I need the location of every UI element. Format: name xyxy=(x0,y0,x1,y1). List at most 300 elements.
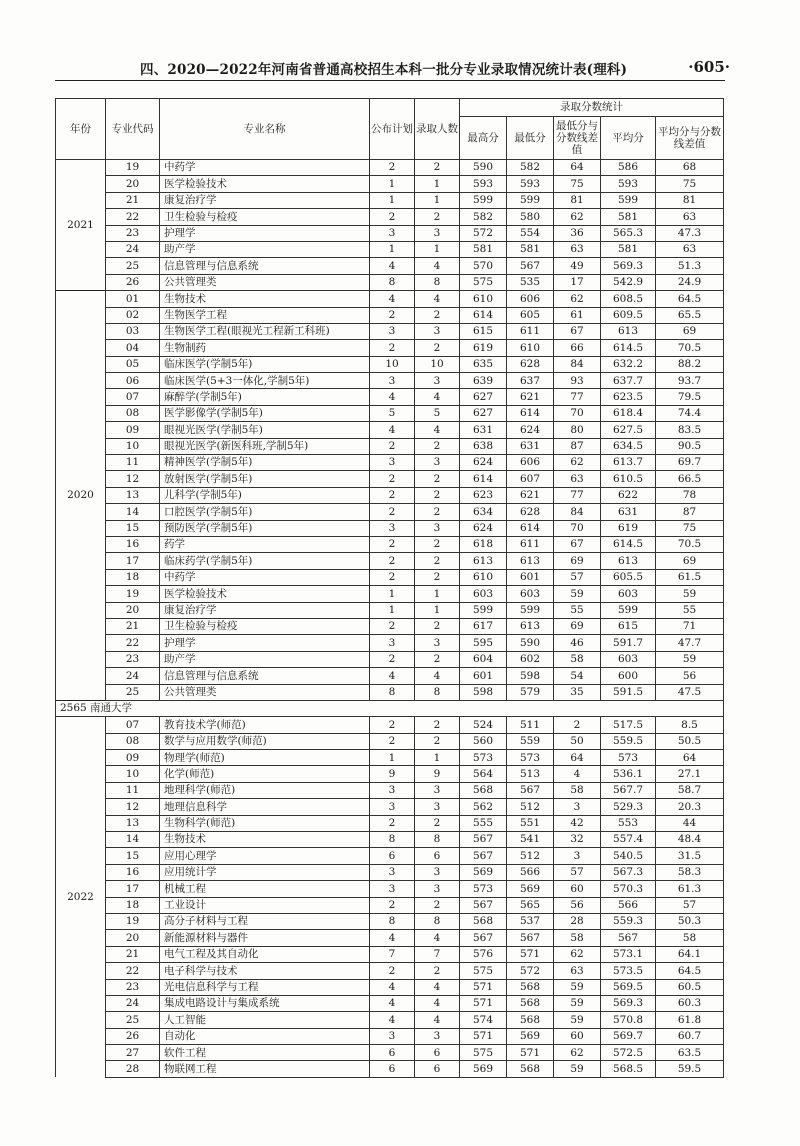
cell-avg-diff: 66.5 xyxy=(656,471,724,487)
cell-min-diff: 58 xyxy=(554,930,601,946)
cell-avg-diff: 44 xyxy=(656,815,724,831)
cell-min: 606 xyxy=(507,455,554,471)
cell-min: 565 xyxy=(507,897,554,913)
cell-name: 教育技术学(师范) xyxy=(160,717,370,733)
cell-code: 12 xyxy=(106,799,160,815)
cell-min-diff: 84 xyxy=(554,356,601,372)
col-header-admitted: 录取人数 xyxy=(415,99,460,160)
cell-code: 13 xyxy=(106,815,160,831)
cell-max: 624 xyxy=(460,455,507,471)
table-row xyxy=(56,750,724,766)
cell-min: 573 xyxy=(507,750,554,766)
table-row xyxy=(56,471,724,487)
cell-code: 06 xyxy=(106,373,160,389)
cell-name: 药学 xyxy=(160,536,370,552)
table-row xyxy=(56,258,724,274)
cell-code: 17 xyxy=(106,881,160,897)
cell-name: 护理学 xyxy=(160,635,370,651)
cell-avg: 581 xyxy=(601,209,656,225)
table-row xyxy=(56,192,724,208)
cell-max: 569 xyxy=(460,1061,507,1077)
cell-max: 568 xyxy=(460,782,507,798)
cell-max: 639 xyxy=(460,373,507,389)
cell-code: 01 xyxy=(106,291,160,307)
cell-admitted: 4 xyxy=(415,995,460,1011)
cell-admitted: 2 xyxy=(415,717,460,733)
table-row xyxy=(56,389,724,405)
col-header-avg: 平均分 xyxy=(601,117,656,160)
cell-plan: 4 xyxy=(370,995,415,1011)
cell-name: 高分子材料与工程 xyxy=(160,913,370,929)
table-row xyxy=(56,635,724,651)
cell-name: 光电信息科学与工程 xyxy=(160,979,370,995)
cell-min-diff: 50 xyxy=(554,733,601,749)
cell-avg-diff: 81 xyxy=(656,192,724,208)
cell-avg-diff: 63 xyxy=(656,241,724,257)
cell-plan: 4 xyxy=(370,1012,415,1028)
cell-avg: 591.7 xyxy=(601,635,656,651)
cell-admitted: 3 xyxy=(415,635,460,651)
cell-admitted: 2 xyxy=(415,307,460,323)
cell-avg-diff: 61.8 xyxy=(656,1012,724,1028)
cell-code: 03 xyxy=(106,323,160,339)
cell-avg: 634.5 xyxy=(601,438,656,454)
cell-plan: 3 xyxy=(370,1028,415,1044)
cell-plan: 2 xyxy=(370,471,415,487)
cell-admitted: 8 xyxy=(415,913,460,929)
cell-name: 电气工程及其自动化 xyxy=(160,946,370,962)
cell-name: 助产学 xyxy=(160,651,370,667)
cell-min: 513 xyxy=(507,766,554,782)
cell-min: 567 xyxy=(507,930,554,946)
table-row xyxy=(56,995,724,1011)
cell-name: 卫生检验与检疫 xyxy=(160,618,370,634)
table-row xyxy=(56,291,724,307)
cell-avg-diff: 24.9 xyxy=(656,274,724,290)
cell-avg: 603 xyxy=(601,651,656,667)
cell-name: 眼视光医学(学制5年) xyxy=(160,422,370,438)
table-row xyxy=(56,848,724,864)
cell-name: 医学检验技术 xyxy=(160,586,370,602)
cell-name: 康复治疗学 xyxy=(160,602,370,618)
cell-min-diff: 87 xyxy=(554,438,601,454)
cell-max: 568 xyxy=(460,913,507,929)
cell-plan: 3 xyxy=(370,520,415,536)
cell-min: 610 xyxy=(507,340,554,356)
cell-min-diff: 55 xyxy=(554,602,601,618)
cell-avg: 566 xyxy=(601,897,656,913)
cell-min-diff: 17 xyxy=(554,274,601,290)
cell-max: 567 xyxy=(460,897,507,913)
cell-plan: 3 xyxy=(370,323,415,339)
cell-code: 15 xyxy=(106,520,160,536)
cell-admitted: 2 xyxy=(415,897,460,913)
cell-admitted: 7 xyxy=(415,946,460,962)
cell-min-diff: 35 xyxy=(554,684,601,700)
cell-avg: 599 xyxy=(601,602,656,618)
cell-max: 570 xyxy=(460,258,507,274)
cell-code: 21 xyxy=(106,618,160,634)
cell-min-diff: 36 xyxy=(554,225,601,241)
cell-min: 628 xyxy=(507,504,554,520)
col-header-name: 专业名称 xyxy=(160,99,370,160)
cell-min: 621 xyxy=(507,487,554,503)
table-row xyxy=(56,373,724,389)
cell-plan: 3 xyxy=(370,881,415,897)
cell-avg: 600 xyxy=(601,668,656,684)
cell-min: 598 xyxy=(507,668,554,684)
table-row xyxy=(56,766,724,782)
table-row xyxy=(56,241,724,257)
cell-avg-diff: 69 xyxy=(656,323,724,339)
cell-max: 601 xyxy=(460,668,507,684)
cell-code: 16 xyxy=(106,536,160,552)
cell-min: 566 xyxy=(507,864,554,880)
cell-code: 21 xyxy=(106,946,160,962)
cell-min: 631 xyxy=(507,438,554,454)
cell-code: 09 xyxy=(106,750,160,766)
cell-avg: 529.3 xyxy=(601,799,656,815)
cell-code: 24 xyxy=(106,241,160,257)
cell-admitted: 1 xyxy=(415,176,460,192)
table-row xyxy=(56,668,724,684)
cell-max: 638 xyxy=(460,438,507,454)
cell-avg: 573.1 xyxy=(601,946,656,962)
cell-avg: 637.7 xyxy=(601,373,656,389)
cell-plan: 3 xyxy=(370,799,415,815)
cell-name: 公共管理类 xyxy=(160,684,370,700)
cell-plan: 2 xyxy=(370,569,415,585)
cell-name: 应用统计学 xyxy=(160,864,370,880)
cell-admitted: 5 xyxy=(415,405,460,421)
cell-min: 605 xyxy=(507,307,554,323)
cell-name: 应用心理学 xyxy=(160,848,370,864)
cell-min-diff: 64 xyxy=(554,160,601,176)
cell-min-diff: 93 xyxy=(554,373,601,389)
table-row xyxy=(56,487,724,503)
cell-avg: 614.5 xyxy=(601,340,656,356)
cell-min: 571 xyxy=(507,1045,554,1061)
cell-plan: 4 xyxy=(370,930,415,946)
cell-plan: 4 xyxy=(370,258,415,274)
cell-min-diff: 57 xyxy=(554,864,601,880)
cell-max: 571 xyxy=(460,995,507,1011)
cell-min-diff: 49 xyxy=(554,258,601,274)
cell-plan: 8 xyxy=(370,913,415,929)
cell-min-diff: 67 xyxy=(554,536,601,552)
cell-plan: 6 xyxy=(370,1061,415,1077)
cell-min-diff: 67 xyxy=(554,323,601,339)
cell-max: 571 xyxy=(460,1028,507,1044)
cell-avg-diff: 93.7 xyxy=(656,373,724,389)
cell-min: 512 xyxy=(507,848,554,864)
cell-max: 599 xyxy=(460,192,507,208)
cell-avg-diff: 20.3 xyxy=(656,799,724,815)
table-row xyxy=(56,274,724,290)
cell-max: 599 xyxy=(460,602,507,618)
cell-avg-diff: 64.5 xyxy=(656,291,724,307)
cell-avg: 569.3 xyxy=(601,995,656,1011)
cell-code: 08 xyxy=(106,733,160,749)
cell-avg-diff: 70.5 xyxy=(656,536,724,552)
school-row xyxy=(56,700,724,716)
cell-admitted: 3 xyxy=(415,864,460,880)
cell-avg-diff: 47.3 xyxy=(656,225,724,241)
cell-min: 537 xyxy=(507,913,554,929)
cell-max: 614 xyxy=(460,307,507,323)
cell-code: 10 xyxy=(106,438,160,454)
cell-plan: 2 xyxy=(370,438,415,454)
cell-min-diff: 77 xyxy=(554,389,601,405)
cell-max: 524 xyxy=(460,717,507,733)
cell-code: 15 xyxy=(106,848,160,864)
cell-name: 生物技术 xyxy=(160,291,370,307)
cell-admitted: 2 xyxy=(415,160,460,176)
cell-min: 593 xyxy=(507,176,554,192)
cell-name: 生物制药 xyxy=(160,340,370,356)
cell-code: 26 xyxy=(106,1028,160,1044)
cell-avg: 559.3 xyxy=(601,913,656,929)
cell-min-diff: 2 xyxy=(554,717,601,733)
cell-avg: 619 xyxy=(601,520,656,536)
cell-admitted: 1 xyxy=(415,192,460,208)
cell-avg: 610.5 xyxy=(601,471,656,487)
cell-avg: 608.5 xyxy=(601,291,656,307)
cell-name: 口腔医学(学制5年) xyxy=(160,504,370,520)
cell-min-diff: 62 xyxy=(554,455,601,471)
cell-max: 635 xyxy=(460,356,507,372)
cell-max: 610 xyxy=(460,569,507,585)
school-name: 2565 南通大学 xyxy=(56,700,724,716)
table-row xyxy=(56,799,724,815)
cell-name: 地理信息科学 xyxy=(160,799,370,815)
page-number: ·605· xyxy=(688,58,730,76)
cell-admitted: 9 xyxy=(415,766,460,782)
table-row xyxy=(56,405,724,421)
cell-admitted: 4 xyxy=(415,291,460,307)
cell-plan: 2 xyxy=(370,536,415,552)
cell-admitted: 4 xyxy=(415,930,460,946)
cell-name: 生物医学工程(眼视光工程新工科班) xyxy=(160,323,370,339)
cell-code: 28 xyxy=(106,1061,160,1077)
table-row xyxy=(56,913,724,929)
cell-min: 551 xyxy=(507,815,554,831)
cell-plan: 2 xyxy=(370,733,415,749)
table-row xyxy=(56,1028,724,1044)
cell-admitted: 3 xyxy=(415,881,460,897)
cell-min-diff: 63 xyxy=(554,471,601,487)
cell-plan: 4 xyxy=(370,668,415,684)
cell-avg: 623.5 xyxy=(601,389,656,405)
table-row xyxy=(56,569,724,585)
cell-admitted: 6 xyxy=(415,848,460,864)
cell-plan: 4 xyxy=(370,291,415,307)
cell-admitted: 2 xyxy=(415,618,460,634)
cell-avg: 613 xyxy=(601,323,656,339)
table-row xyxy=(56,930,724,946)
cell-avg: 567 xyxy=(601,930,656,946)
cell-avg-diff: 59.5 xyxy=(656,1061,724,1077)
cell-min: 512 xyxy=(507,799,554,815)
cell-admitted: 4 xyxy=(415,668,460,684)
cell-max: 560 xyxy=(460,733,507,749)
cell-max: 573 xyxy=(460,881,507,897)
cell-avg: 569.7 xyxy=(601,1028,656,1044)
table-row xyxy=(56,881,724,897)
cell-plan: 2 xyxy=(370,963,415,979)
cell-min-diff: 3 xyxy=(554,799,601,815)
cell-plan: 4 xyxy=(370,389,415,405)
cell-avg: 614.5 xyxy=(601,536,656,552)
col-header-min-diff: 最低分与分数线差值 xyxy=(554,117,601,160)
cell-avg-diff: 69 xyxy=(656,553,724,569)
cell-name: 公共管理类 xyxy=(160,274,370,290)
cell-avg-diff: 64.1 xyxy=(656,946,724,962)
cell-avg-diff: 61.5 xyxy=(656,569,724,585)
cell-code: 19 xyxy=(106,160,160,176)
cell-admitted: 8 xyxy=(415,684,460,700)
cell-avg: 631 xyxy=(601,504,656,520)
cell-min-diff: 63 xyxy=(554,241,601,257)
cell-name: 护理学 xyxy=(160,225,370,241)
cell-avg-diff: 83.5 xyxy=(656,422,724,438)
cell-avg-diff: 69.7 xyxy=(656,455,724,471)
cell-max: 623 xyxy=(460,487,507,503)
cell-min: 614 xyxy=(507,405,554,421)
cell-plan: 3 xyxy=(370,373,415,389)
cell-min: 581 xyxy=(507,241,554,257)
cell-admitted: 8 xyxy=(415,274,460,290)
cell-max: 595 xyxy=(460,635,507,651)
cell-avg: 572.5 xyxy=(601,1045,656,1061)
cell-avg-diff: 61.3 xyxy=(656,881,724,897)
cell-avg-diff: 58 xyxy=(656,930,724,946)
cell-max: 569 xyxy=(460,864,507,880)
cell-plan: 3 xyxy=(370,225,415,241)
cell-admitted: 1 xyxy=(415,750,460,766)
cell-name: 信息管理与信息系统 xyxy=(160,668,370,684)
cell-min: 611 xyxy=(507,323,554,339)
cell-avg: 573.5 xyxy=(601,963,656,979)
cell-min: 582 xyxy=(507,160,554,176)
cell-avg-diff: 56 xyxy=(656,668,724,684)
cell-min-diff: 64 xyxy=(554,750,601,766)
cell-avg-diff: 8.5 xyxy=(656,717,724,733)
cell-admitted: 3 xyxy=(415,323,460,339)
cell-plan: 3 xyxy=(370,864,415,880)
table-row xyxy=(56,717,724,733)
cell-avg-diff: 79.5 xyxy=(656,389,724,405)
cell-max: 618 xyxy=(460,536,507,552)
cell-avg-diff: 50.3 xyxy=(656,913,724,929)
cell-code: 21 xyxy=(106,192,160,208)
cell-max: 610 xyxy=(460,291,507,307)
cell-min-diff: 62 xyxy=(554,946,601,962)
table-row xyxy=(56,1012,724,1028)
cell-plan: 1 xyxy=(370,241,415,257)
cell-name: 工业设计 xyxy=(160,897,370,913)
cell-code: 17 xyxy=(106,553,160,569)
cell-plan: 1 xyxy=(370,192,415,208)
cell-name: 医学检验技术 xyxy=(160,176,370,192)
cell-name: 人工智能 xyxy=(160,1012,370,1028)
table-row xyxy=(56,455,724,471)
cell-code: 22 xyxy=(106,963,160,979)
cell-max: 567 xyxy=(460,848,507,864)
cell-min: 603 xyxy=(507,586,554,602)
cell-min-diff: 61 xyxy=(554,307,601,323)
table-row xyxy=(56,356,724,372)
cell-plan: 4 xyxy=(370,422,415,438)
cell-code: 24 xyxy=(106,995,160,1011)
cell-avg-diff: 60.7 xyxy=(656,1028,724,1044)
cell-min-diff: 42 xyxy=(554,815,601,831)
cell-code: 20 xyxy=(106,176,160,192)
cell-code: 07 xyxy=(106,717,160,733)
cell-min: 511 xyxy=(507,717,554,733)
cell-min-diff: 46 xyxy=(554,635,601,651)
cell-avg-diff: 58.7 xyxy=(656,782,724,798)
cell-avg-diff: 87 xyxy=(656,504,724,520)
cell-min-diff: 69 xyxy=(554,553,601,569)
cell-min-diff: 59 xyxy=(554,1061,601,1077)
cell-plan: 2 xyxy=(370,487,415,503)
cell-max: 575 xyxy=(460,1045,507,1061)
cell-min: 554 xyxy=(507,225,554,241)
cell-name: 化学(师范) xyxy=(160,766,370,782)
cell-admitted: 2 xyxy=(415,733,460,749)
cell-code: 25 xyxy=(106,1012,160,1028)
cell-min: 580 xyxy=(507,209,554,225)
year-cell: 2021 xyxy=(56,160,106,291)
cell-code: 08 xyxy=(106,405,160,421)
cell-plan: 2 xyxy=(370,717,415,733)
cell-min: 567 xyxy=(507,258,554,274)
cell-min-diff: 66 xyxy=(554,340,601,356)
cell-name: 临床医学(学制5年) xyxy=(160,356,370,372)
table-row xyxy=(56,684,724,700)
col-header-min: 最低分 xyxy=(507,117,554,160)
cell-plan: 2 xyxy=(370,504,415,520)
cell-max: 581 xyxy=(460,241,507,257)
cell-plan: 2 xyxy=(370,815,415,831)
cell-min-diff: 3 xyxy=(554,848,601,864)
cell-plan: 2 xyxy=(370,209,415,225)
cell-max: 567 xyxy=(460,832,507,848)
cell-plan: 2 xyxy=(370,160,415,176)
cell-min: 602 xyxy=(507,651,554,667)
cell-min-diff: 58 xyxy=(554,651,601,667)
cell-code: 14 xyxy=(106,504,160,520)
cell-plan: 8 xyxy=(370,274,415,290)
cell-code: 23 xyxy=(106,651,160,667)
cell-min: 601 xyxy=(507,569,554,585)
cell-avg-diff: 58.3 xyxy=(656,864,724,880)
cell-avg-diff: 27.1 xyxy=(656,766,724,782)
cell-name: 预防医学(学制5年) xyxy=(160,520,370,536)
col-header-plan: 公布计划 xyxy=(370,99,415,160)
cell-min: 569 xyxy=(507,881,554,897)
table-row xyxy=(56,782,724,798)
cell-max: 627 xyxy=(460,405,507,421)
cell-admitted: 6 xyxy=(415,1061,460,1077)
cell-avg: 593 xyxy=(601,176,656,192)
table-row xyxy=(56,438,724,454)
cell-avg-diff: 47.7 xyxy=(656,635,724,651)
cell-name: 物联网工程 xyxy=(160,1061,370,1077)
cell-name: 数学与应用数学(师范) xyxy=(160,733,370,749)
cell-avg-diff: 60.5 xyxy=(656,979,724,995)
